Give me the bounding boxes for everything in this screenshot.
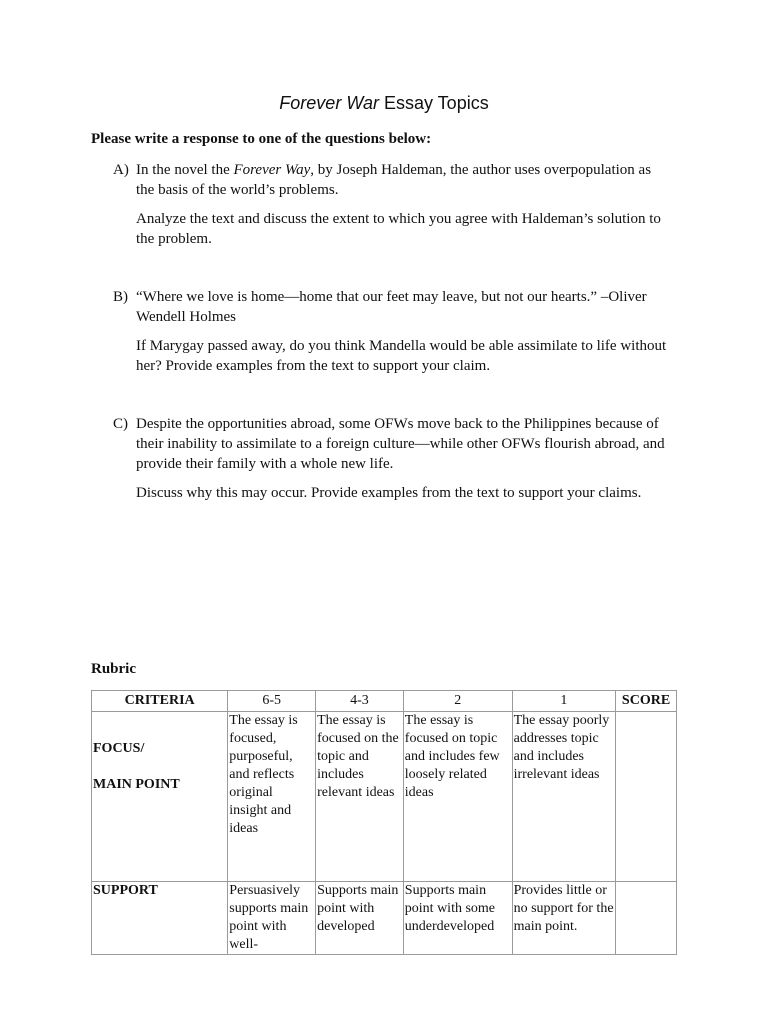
header-4-3: 4-3 (316, 691, 404, 712)
rubric-cell: Supports main point with some underdeveloped (403, 882, 512, 955)
rubric-header-row (92, 691, 677, 712)
question-prompt: Analyze the text and discuss the extent to which you agree with Haldeman’s solution to the problem. (136, 211, 661, 247)
question-prompt: Discuss why this may occur. Provide examples from the text to support your claims. (136, 485, 642, 501)
criteria-label: FOCUS/ (93, 741, 145, 756)
instructions: Please write a response to one of the questions below: (91, 131, 432, 147)
score-cell[interactable] (616, 882, 677, 955)
question-text: , by Joseph Haldeman, the author uses overpopulation as the basis of the world’s problems. (136, 162, 652, 198)
book-title: Forever Way (233, 162, 311, 178)
rubric-label: Rubric (91, 661, 136, 677)
page-title (0, 93, 768, 114)
table-row (92, 882, 677, 955)
rubric-cell: Provides little or no support for the main point. (512, 882, 615, 955)
question-letter: B) (113, 289, 128, 305)
rubric-table (91, 690, 677, 955)
question-c (113, 414, 673, 512)
rubric-cell: The essay is focused on the topic and includes relevant ideas (316, 712, 404, 882)
rubric-cell: The essay is focused, purposeful, and reflects original insight and ideas (228, 712, 316, 882)
title-rest: Essay Topics (378, 93, 489, 113)
header-6-5: 6-5 (228, 691, 316, 712)
rubric-cell: Persuasively supports main point with well- (228, 882, 316, 955)
question-letter: C) (113, 416, 128, 432)
table-row (92, 712, 677, 882)
criteria-support: SUPPORT (92, 882, 228, 955)
question-letter: A) (113, 162, 129, 178)
rubric-cell: The essay poorly addresses topic and includes irrelevant ideas (512, 712, 615, 882)
rubric-cell: Supports main point with developed (316, 882, 404, 955)
header-1: 1 (512, 691, 615, 712)
score-cell[interactable] (616, 712, 677, 882)
question-prompt: If Marygay passed away, do you think Mandella would be able assimilate to life without her? Provide examples from the text to support your claim. (136, 338, 667, 374)
question-b (113, 287, 673, 385)
question-text: In the novel the (136, 162, 234, 178)
question-context: Despite the opportunities abroad, some OFWs move back to the Philippines because of their inability to assimilate to a foreign culture—while other OFWs flourish abroad, and provide their family with a whole new life. (136, 416, 665, 472)
criteria-label: MAIN POINT (93, 777, 180, 792)
header-2: 2 (403, 691, 512, 712)
question-a (113, 160, 673, 258)
header-criteria: CRITERIA (92, 691, 228, 712)
title-italic: Forever War (279, 93, 379, 113)
question-context (136, 160, 673, 200)
rubric-cell: The essay is focused on topic and includes few loosely related ideas (403, 712, 512, 882)
question-quote: “Where we love is home—home that our feet may leave, but not our hearts.” –Oliver Wendell Holmes (136, 289, 647, 325)
criteria-focus (92, 712, 228, 882)
header-score: SCORE (616, 691, 677, 712)
